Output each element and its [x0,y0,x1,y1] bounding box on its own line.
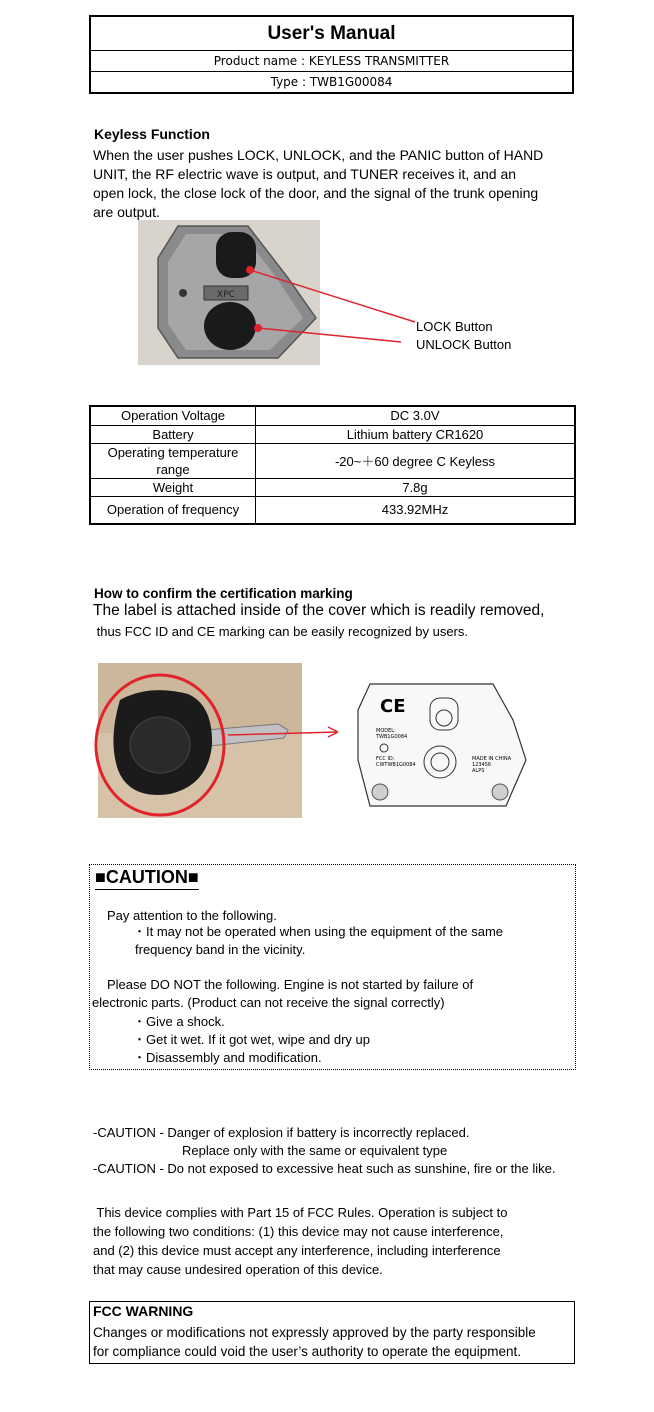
spec-label: Operating temperature range [90,443,256,478]
manual-title: User's Manual [267,23,396,44]
screw-hole [179,289,187,297]
unlock-button-label: UNLOCK Button [416,337,512,352]
logo-text: XPC [217,290,235,300]
cert-heading: How to confirm the certification marking [94,586,353,601]
spec-row [90,496,575,524]
battery-caution-line-2: Replace only with the same or equivalent type [182,1143,448,1158]
keyless-line: UNIT, the RF electric wave is output, and TUNER receives it, and an [93,166,517,182]
compliance-line: This device complies with Part 15 of FCC Rules. Operation is subject to [93,1205,508,1220]
label-corner-left [372,784,388,800]
lock-callout-dot [246,266,254,274]
caution-line: Pay attention to the following. [107,908,277,923]
product-type: Type : TWB1G00084 [91,71,572,92]
spec-value: DC 3.0V [256,406,576,425]
certification-figure [88,660,558,822]
keyless-description [93,146,593,222]
unlock-button-shape [204,302,256,350]
unlock-callout-dot [254,324,262,332]
label-fcc: FCC ID: [376,756,395,762]
spec-row [90,406,575,425]
keyless-heading: Keyless Function [94,126,210,142]
label-corner-right [492,784,508,800]
spec-value: 433.92MHz [256,496,576,524]
label-made-in: MADE IN CHINA [472,756,512,762]
caution-line: Please DO NOT the following. Engine is not started by failure of [107,977,474,992]
caution-line: ・Give a shock. [133,1014,225,1029]
caution-line: ・Disassembly and modification. [133,1050,322,1065]
fcc-warning-text [93,1323,536,1361]
battery-caution-line-3: -CAUTION - Do not exposed to excessive heat such as sunshine, fire or the like. [93,1161,556,1176]
spec-row [90,443,575,478]
keyless-line: are output. [93,204,160,220]
spec-label: Weight [90,478,256,496]
label-lot: 123456 [472,762,492,768]
caution-line: frequency band in the vicinity. [135,942,306,957]
spec-value: -20~＋60 degree C Keyless [256,443,576,478]
ce-mark: CE [380,696,406,717]
spec-label: Operation of frequency [90,496,256,524]
fcc-warning-title: FCC WARNING [93,1303,194,1319]
keyless-line: When the user pushes LOCK, UNLOCK, and the PANIC button of HAND [93,147,544,163]
spec-table [89,405,576,525]
fcc-warning-line: for compliance could void the user’s authority to operate the equipment. [93,1344,522,1359]
compliance-text [93,1203,508,1279]
spec-row [90,478,575,496]
lock-button-label: LOCK Button [416,319,493,334]
compliance-line: that may cause undesired operation of this device. [93,1262,383,1277]
caution-title: ■CAUTION■ [95,867,199,890]
compliance-line: the following two conditions: (1) this device may not cause interference, [93,1224,504,1239]
battery-caution-line-1: -CAUTION - Danger of explosion if battery is incorrectly replaced. [93,1125,470,1140]
manual-header [89,15,574,94]
caution-line: electronic parts. (Product can not receive the signal correctly) [92,995,445,1010]
caution-line: ・It may not be operated when using the equipment of the same [133,924,504,939]
compliance-line: and (2) this device must accept any interference, including interference [93,1243,501,1258]
keyless-line: open lock, the close lock of the door, and the signal of the trunk opening [93,185,539,201]
key-button [130,717,190,773]
label-model: MODEL: [376,728,396,734]
caution-line: ・Get it wet. If it got wet, wipe and dry up [133,1032,370,1047]
label-model-no: TWB1G0084 [376,734,408,740]
spec-value: 7.8g [256,478,576,496]
fcc-warning-box [89,1301,575,1364]
caution-box [89,864,576,1070]
spec-label: Operation Voltage [90,406,256,425]
product-name: Product name : KEYLESS TRANSMITTER [91,50,572,71]
label-fcc-no: CWTWB1G0084 [376,762,416,768]
spec-value: Lithium battery CR1620 [256,425,576,443]
cert-line-2: thus FCC ID and CE marking can be easily recognized by users. [93,624,469,639]
label-alps: ALPS [472,768,485,774]
spec-row [90,425,575,443]
cert-line-1: The label is attached inside of the cover which is readily removed, [93,602,545,619]
fcc-warning-line: Changes or modifications not expressly approved by the party responsible [93,1325,536,1340]
spec-label: Battery [90,425,256,443]
